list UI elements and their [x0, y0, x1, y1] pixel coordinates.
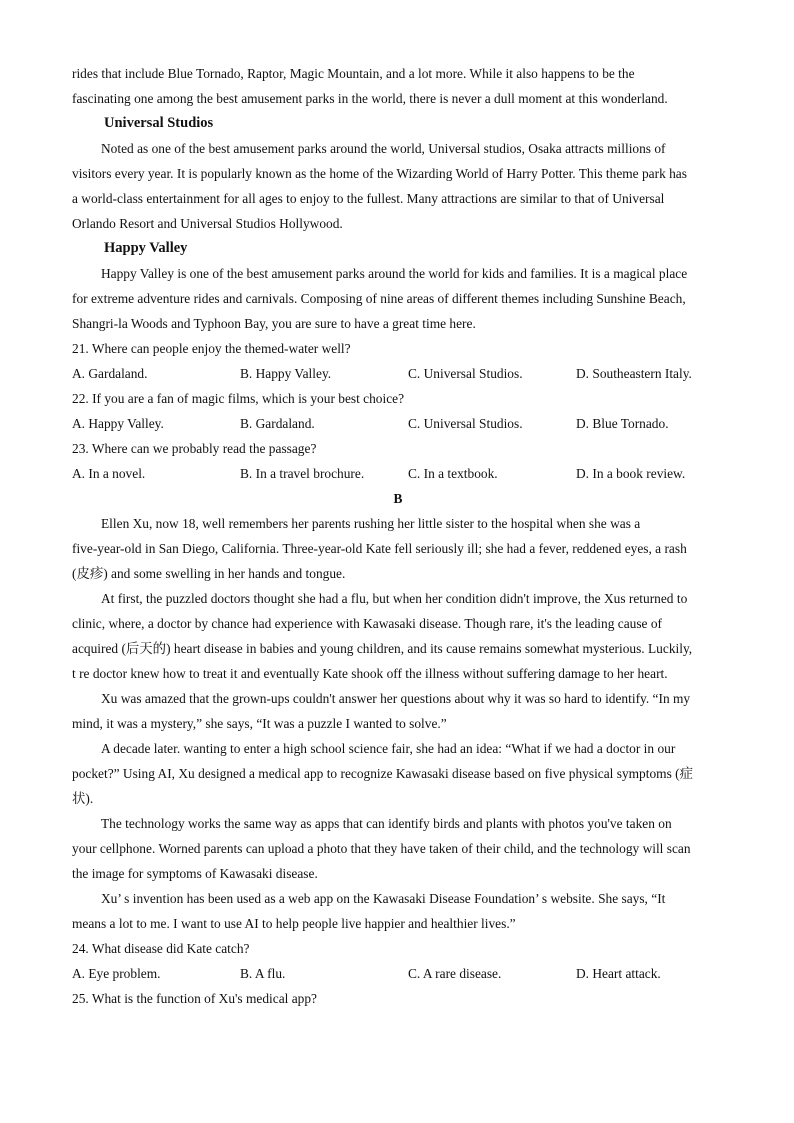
option-b: B. In a travel brochure. — [240, 466, 365, 481]
paragraph-line: mind, it was a mystery,” she says, “It was a puzzle I wanted to solve.” — [72, 716, 447, 731]
paragraph-line: fascinating one among the best amusement parks in the world, there is never a dull moment at this wonderland. — [72, 91, 668, 106]
paragraph-line: t re doctor knew how to treat it and eventually Kate shook off the illness without suffering damage to her heart. — [72, 666, 668, 681]
question-23-options — [72, 461, 724, 486]
option-c: C. In a textbook. — [408, 466, 498, 481]
option-b: B. Gardaland. — [240, 416, 315, 431]
paragraph-line: A decade later. wanting to enter a high school science fair, she had an idea: “What if we had a doctor in our — [101, 741, 676, 756]
question-24-options — [72, 961, 724, 986]
paragraph-line: Shangri-la Woods and Typhoon Bay, you are sure to have a great time here. — [72, 316, 476, 331]
option-b: B. Happy Valley. — [240, 366, 332, 381]
paragraph-line: for extreme adventure rides and carnivals. Composing of nine areas of different themes including Sunshine Beach, — [72, 291, 686, 306]
paragraph-line: five-year-old in San Diego, California. Three-year-old Kate fell seriously ill; she had a fever, reddened eyes, a rash — [72, 541, 687, 556]
paragraph-line: means a lot to me. I want to use AI to help people live happier and healthier lives.” — [72, 916, 516, 931]
section-heading-universal-studios: Universal Studios — [104, 115, 214, 131]
paragraph-line: Xu was amazed that the grown-ups couldn't answer her questions about why it was so hard to identify. “In my — [101, 691, 691, 706]
paragraph-line: rides that include Blue Tornado, Raptor, Magic Mountain, and a lot more. While it also happens to be the — [72, 66, 635, 81]
question-21-options — [72, 361, 724, 386]
option-d: D. In a book review. — [576, 466, 686, 481]
paragraph-line: a world-class entertainment for all ages to enjoy to the fullest. Many attractions are similar to that of Universal — [72, 191, 665, 206]
section-heading-happy-valley: Happy Valley — [104, 240, 188, 256]
option-a: A. Happy Valley. — [72, 416, 164, 431]
option-b: B. A flu. — [240, 966, 286, 981]
paragraph-line: Happy Valley is one of the best amusement parks around the world for kids and families. It is a magical place — [101, 266, 688, 281]
question-25: 25. What is the function of Xu's medical app? — [72, 991, 317, 1006]
section-b-heading: B — [393, 491, 403, 506]
option-c: C. Universal Studios. — [408, 366, 523, 381]
paragraph-line: Orlando Resort and Universal Studios Hollywood. — [72, 216, 343, 231]
paragraph-line: 状). — [72, 791, 94, 806]
paragraph-line: (皮疹) and some swelling in her hands and tongue. — [72, 566, 346, 581]
option-a: A. Gardaland. — [72, 366, 148, 381]
paragraph-line: The technology works the same way as apps that can identify birds and plants with photos you've taken on — [101, 816, 672, 831]
question-24: 24. What disease did Kate catch? — [72, 941, 250, 956]
paragraph-line: your cellphone. Worned parents can upload a photo that they have taken of their child, and the technology will scan — [72, 841, 691, 856]
paragraph-line: clinic, where, a doctor by chance had experience with Kawasaki disease. Though rare, it's the leading cause of — [72, 616, 662, 631]
question-21: 21. Where can people enjoy the themed-water well? — [72, 341, 351, 356]
paragraph-line: visitors every year. It is popularly known as the home of the Wizarding World of Harry Potter. This theme park has — [72, 166, 687, 181]
document-page — [72, 61, 724, 1011]
option-a: A. In a novel. — [72, 466, 146, 481]
paragraph-line: pocket?” Using AI, Xu designed a medical app to recognize Kawasaki disease based on five physical symptoms (症 — [72, 766, 693, 781]
paragraph-line: Noted as one of the best amusement parks around the world, Universal studios, Osaka attracts millions of — [101, 141, 666, 156]
option-d: D. Heart attack. — [576, 966, 661, 981]
option-a: A. Eye problem. — [72, 966, 161, 981]
paragraph-line: Ellen Xu, now 18, well remembers her parents rushing her little sister to the hospital when she was a — [101, 516, 641, 531]
option-c: C. Universal Studios. — [408, 416, 523, 431]
question-23: 23. Where can we probably read the passage? — [72, 441, 317, 456]
paragraph-line: Xu’ s invention has been used as a web app on the Kawasaki Disease Foundation’ s website. She says, “It — [101, 891, 666, 906]
paragraph-line: the image for symptoms of Kawasaki disease. — [72, 866, 318, 881]
paragraph-line: At first, the puzzled doctors thought she had a flu, but when her condition didn't improve, the Xus returned to — [101, 591, 688, 606]
option-c: C. A rare disease. — [408, 966, 502, 981]
paragraph-line: acquired (后天的) heart disease in babies and young children, and its cause remains somewhat mysterious. Luckily, — [72, 641, 693, 656]
question-22-options — [72, 411, 724, 436]
option-d: D. Blue Tornado. — [576, 416, 669, 431]
question-22: 22. If you are a fan of magic films, which is your best choice? — [72, 391, 405, 406]
option-d: D. Southeastern Italy. — [576, 366, 692, 381]
